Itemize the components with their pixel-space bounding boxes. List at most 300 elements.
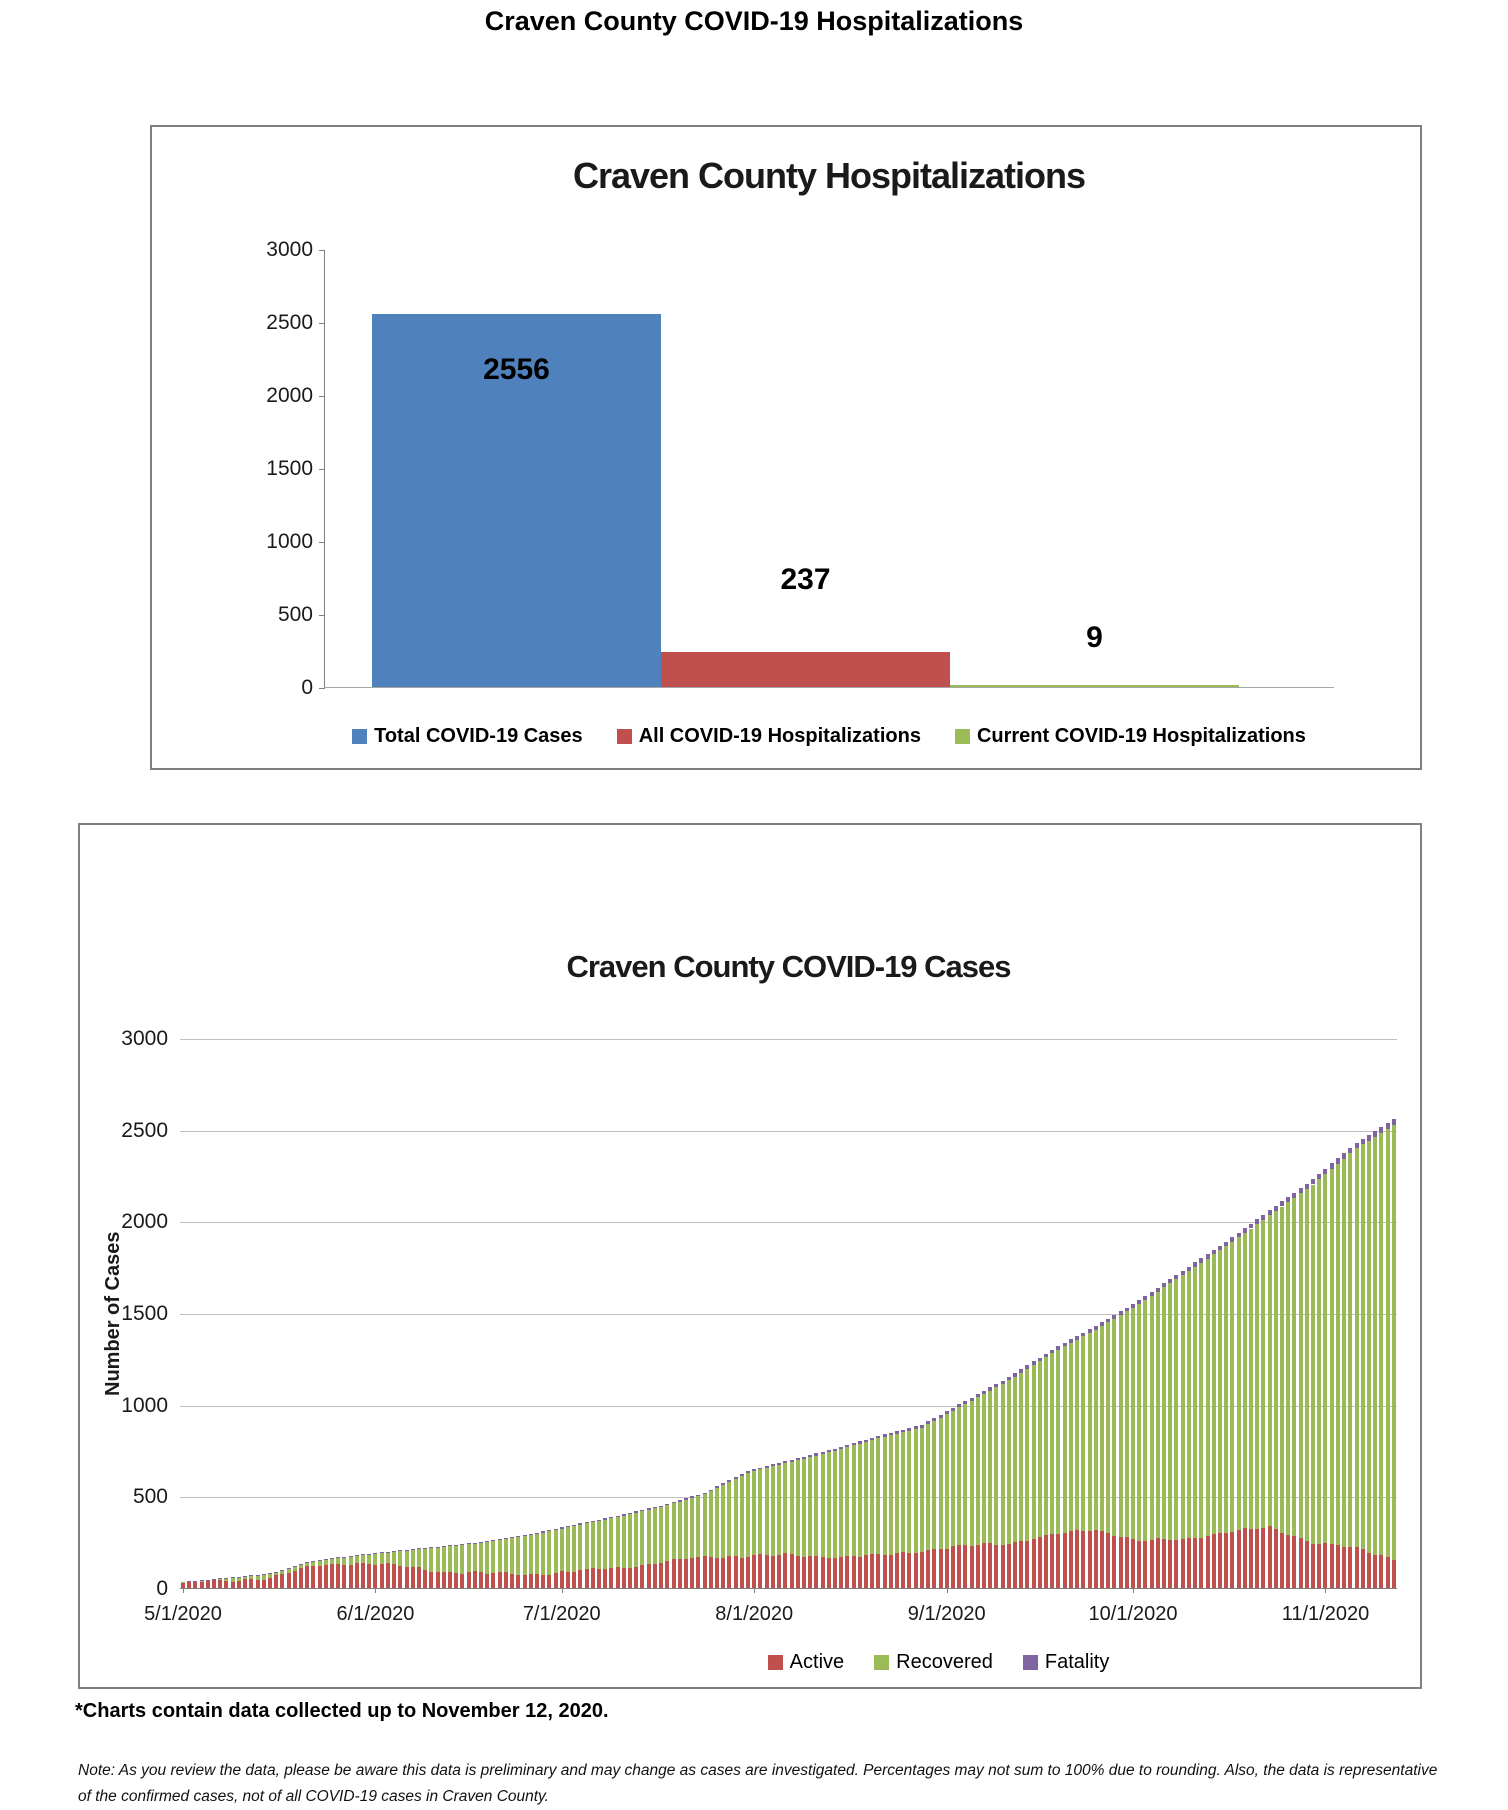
bar-segment-fatality [827,1450,831,1452]
bar-segment-fatality [777,1463,781,1465]
bar-segment-recovered [491,1541,495,1573]
bar-segment-fatality [268,1573,272,1574]
bar-segment-fatality [628,1513,632,1514]
bar-current-covid-19-hospitalizations [950,685,1239,687]
bar-segment-fatality [560,1527,564,1528]
bar-segment-fatality [1019,1369,1023,1372]
bar-segment-fatality [845,1445,849,1447]
bar-segment-fatality [616,1516,620,1517]
bar-segment-recovered [1100,1326,1104,1531]
bar-segment-fatality [889,1433,893,1435]
x-tick-mark [183,1588,184,1593]
bar-segment-active [653,1564,657,1588]
bar-segment-active [243,1579,247,1588]
bar-segment-active [1255,1529,1259,1588]
bar-segment-active [212,1580,216,1588]
bar-segment-active [547,1575,551,1588]
bar-segment-recovered [181,1582,185,1583]
bar-segment-fatality [740,1474,744,1476]
bar-segment-active [1168,1540,1172,1588]
bar-segment-active [609,1568,613,1588]
bar-segment-fatality [653,1507,657,1508]
bar-segment-active [305,1566,309,1588]
bar-segment-fatality [510,1537,514,1538]
bar-segment-active [1323,1543,1327,1588]
bar-segment-active [976,1545,980,1588]
bar-segment-active [454,1573,458,1588]
bar-segment-active [777,1555,781,1588]
bar-segment-fatality [715,1486,719,1488]
bar-segment-recovered [1063,1346,1067,1532]
bar-segment-fatality [609,1517,613,1518]
bar-segment-active [1094,1530,1098,1588]
bar-segment-fatality [951,1408,955,1411]
bar-segment-fatality [547,1530,551,1531]
bar-segment-fatality [287,1568,291,1569]
bar-segment-fatality [417,1548,421,1549]
bar-segment-fatality [634,1511,638,1512]
bar-segment-recovered [870,1440,874,1554]
bar-segment-fatality [1336,1158,1340,1164]
bar-segment-recovered [715,1488,719,1558]
bar-segment-recovered [1143,1300,1147,1541]
bar-segment-recovered [758,1469,762,1554]
bar-segment-recovered [1386,1129,1390,1557]
bar-segment-active [945,1549,949,1588]
bar-segment-fatality [1373,1131,1377,1137]
bar-segment-active [367,1564,371,1588]
bar-segment-recovered [411,1550,415,1567]
bar-segment-recovered [566,1527,570,1571]
bar-segment-recovered [994,1387,998,1544]
bar-segment-fatality [1243,1228,1247,1233]
bar-segment-fatality [448,1545,452,1546]
bar-segment-fatality [1361,1139,1365,1145]
bar-segment-recovered [1088,1333,1092,1531]
bar-segment-active [603,1569,607,1588]
bar-segment-fatality [473,1543,477,1544]
bar-segment-fatality [746,1471,750,1473]
bar-segment-recovered [945,1414,949,1549]
x-tick-mark [1325,1588,1326,1593]
bar-segment-active [914,1553,918,1588]
bar-segment-fatality [1100,1322,1104,1326]
legend-swatch-all-covid-19-hospitalizations [617,729,632,744]
x-tick-label: 10/1/2020 [1068,1603,1198,1626]
bar-segment-fatality [1193,1262,1197,1266]
bar-segment-active [1050,1534,1054,1588]
bar-segment-active [510,1574,514,1588]
bar-segment-fatality [491,1540,495,1541]
bar-segment-fatality [833,1449,837,1451]
bar-segment-active [311,1566,315,1588]
bar-segment-active [479,1572,483,1588]
bar-segment-recovered [976,1397,980,1545]
bar-segment-active [299,1568,303,1588]
bar-segment-active [554,1573,558,1588]
bar-segment-recovered [373,1554,377,1565]
bar-segment-active [330,1564,334,1588]
bar-segment-active [485,1574,489,1588]
y-tick-label: 2500 [110,1119,168,1143]
bar-segment-recovered [1342,1159,1346,1547]
y-tick-mark [319,323,325,324]
bar-segment-recovered [336,1558,340,1564]
bar-segment-active [467,1572,471,1588]
bar-segment-recovered [740,1476,744,1558]
bar-segment-recovered [318,1560,322,1566]
bar-segment-fatality [852,1443,856,1445]
bar-segment-recovered [1367,1141,1371,1553]
bar-segment-active [1150,1540,1154,1588]
bar-segment-active [1243,1528,1247,1588]
bar-segment-active [640,1565,644,1588]
bar-segment-active [883,1555,887,1588]
bar-segment-recovered [696,1496,700,1556]
bar-segment-recovered [1193,1267,1197,1538]
bar-segment-active [889,1555,893,1588]
y-tick-label: 1000 [110,1394,168,1418]
bar-segment-active [560,1571,564,1588]
bar-segment-active [1373,1555,1377,1588]
bar-segment-recovered [1261,1220,1265,1528]
bar-segment-active [504,1572,508,1588]
bar-segment-fatality [591,1521,595,1522]
bar-segment-recovered [504,1539,508,1572]
bar-segment-recovered [1323,1174,1327,1543]
bar-segment-recovered [274,1572,278,1575]
bar-segment-active [727,1556,731,1588]
legend-item-recovered [874,1651,993,1674]
bar-segment-recovered [1050,1353,1054,1534]
bar-segment-active [1379,1555,1383,1588]
bar-segment-fatality [299,1564,303,1565]
bar-segment-recovered [429,1548,433,1571]
bar-segment-fatality [839,1447,843,1449]
bar-segment-active [1119,1537,1123,1588]
bar-segment-fatality [572,1525,576,1526]
bar-segment-active [659,1563,663,1588]
bar-segment-active [752,1555,756,1588]
bar-segment-fatality [1299,1188,1303,1193]
bar-segment-fatality [355,1555,359,1556]
bar-segment-recovered [926,1424,930,1549]
bar-segment-recovered [392,1552,396,1564]
bar-segment-recovered [665,1505,669,1561]
bar-segment-fatality [1168,1279,1172,1283]
bar-segment-recovered [609,1518,613,1568]
bar-segment-fatality [976,1394,980,1397]
bar-segment-fatality [367,1554,371,1555]
bar-segment-fatality [640,1510,644,1511]
bar-segment-recovered [1119,1315,1123,1537]
bar-segment-fatality [864,1440,868,1442]
bar-segment-active [684,1559,688,1588]
bar-segment-fatality [1292,1193,1296,1198]
bar-segment-recovered [640,1511,644,1564]
bar-segment-fatality [1268,1210,1272,1215]
bar-segment-active [398,1566,402,1588]
bar-segment-fatality [709,1490,713,1492]
bar-segment-active [821,1557,825,1588]
bar-segment-active [1069,1531,1073,1588]
bar-segment-recovered [1075,1340,1079,1531]
bar-segment-fatality [1355,1143,1359,1149]
bar-segment-recovered [311,1561,315,1566]
bar-segment-active [678,1559,682,1588]
bar-segment-recovered [895,1434,899,1553]
bar-segment-active [1032,1539,1036,1588]
bar-segment-recovered [920,1428,924,1552]
bar-segment-recovered [417,1549,421,1567]
bar-segment-recovered [622,1516,626,1568]
bar-segment-recovered [498,1540,502,1572]
bar-segment-active [628,1568,632,1588]
bar-segment-active [1224,1533,1228,1588]
legend-item-total-covid-19-cases [352,725,583,748]
bar-segment-fatality [1199,1258,1203,1262]
bar-segment-active [1193,1538,1197,1588]
bar-segment-recovered [293,1567,297,1571]
bar-segment-recovered [1013,1377,1017,1542]
bar-segment-active [1106,1533,1110,1588]
bar-segment-recovered [765,1468,769,1555]
bar-segment-fatality [758,1468,762,1470]
bar-segment-fatality [479,1542,483,1543]
bar-segment-active [994,1545,998,1588]
bar-segment-active [1056,1534,1060,1588]
bar-segment-fatality [988,1387,992,1390]
bar-segment-fatality [870,1438,874,1440]
chart2-legend [330,1651,1508,1674]
bar-segment-active [1112,1536,1116,1588]
bar-segment-recovered [616,1517,620,1567]
bar-segment-fatality [1181,1271,1185,1275]
bar-segment-fatality [380,1552,384,1553]
bar-segment-recovered [423,1549,427,1570]
bar-segment-active [1038,1537,1042,1588]
bar-segment-recovered [212,1579,216,1580]
bar-segment-fatality [1342,1153,1346,1159]
bar-segment-fatality [386,1552,390,1553]
bar-segment-active [1100,1531,1104,1588]
bar-segment-fatality [1379,1127,1383,1133]
bar-segment-recovered [901,1432,905,1552]
bar-segment-recovered [342,1557,346,1565]
x-tick-mark [754,1588,755,1593]
bar-segment-active [734,1556,738,1588]
bar-segment-fatality [721,1483,725,1485]
bar-segment-recovered [1355,1148,1359,1547]
bar-segment-fatality [926,1421,930,1424]
bar-segment-fatality [1305,1184,1309,1189]
bar-segment-fatality [1156,1288,1160,1292]
bar-segment-active [1286,1535,1290,1588]
bar-segment-recovered [591,1522,595,1568]
bar-segment-recovered [653,1508,657,1563]
bar-segment-recovered [603,1520,607,1570]
legend-swatch-total-covid-19-cases [352,729,367,744]
bar-segment-fatality [1150,1292,1154,1296]
bar-segment-active [920,1552,924,1588]
bar-segment-recovered [262,1575,266,1580]
bar-segment-recovered [1174,1279,1178,1540]
bar-segment-fatality [957,1404,961,1407]
bar-segment-fatality [603,1518,607,1519]
bar-segment-fatality [622,1514,626,1515]
bar-segment-recovered [287,1568,291,1573]
bar-segment-recovered [467,1544,471,1572]
bar-segment-recovered [597,1521,601,1570]
bar-segment-active [715,1558,719,1588]
bar-segment-recovered [771,1466,775,1555]
bar-segment-recovered [1299,1193,1303,1538]
bar-segment-active [808,1556,812,1588]
bar-segment-recovered [1379,1133,1383,1555]
bar-segment-active [224,1581,228,1588]
bar-segment-fatality [516,1536,520,1537]
bar-segment-active [411,1567,415,1588]
bar-segment-active [1181,1539,1185,1588]
bar-segment-recovered [578,1525,582,1571]
bar-segment-active [287,1573,291,1588]
bar-segment-fatality [373,1553,377,1554]
bar-segment-fatality [597,1520,601,1521]
bar-segment-active [1013,1542,1017,1588]
y-tick-mark [319,615,325,616]
bar-segment-fatality [467,1543,471,1544]
bar-segment-recovered [585,1523,589,1568]
bar-segment-recovered [852,1445,856,1556]
bar-segment-active [1386,1557,1390,1588]
bar-segment-active [758,1554,762,1588]
bar-segment-fatality [1255,1219,1259,1224]
bar-segment-fatality [405,1550,409,1551]
y-tick-label: 1500 [255,457,313,481]
bar-segment-active [1212,1534,1216,1588]
bar-segment-fatality [1025,1365,1029,1368]
bar-segment-active [696,1557,700,1588]
bar-segment-fatality [783,1461,787,1463]
bar-segment-fatality [684,1498,688,1500]
bar-segment-recovered [963,1404,967,1545]
bar-segment-fatality [411,1549,415,1550]
bar-segment-recovered [224,1578,228,1580]
bar-segment-fatality [1044,1354,1048,1357]
bar-segment-active [293,1571,297,1588]
bar-segment-recovered [460,1545,464,1574]
bar-segment-fatality [293,1566,297,1567]
bar-segment-recovered [1168,1283,1172,1540]
bar-segment-fatality [727,1480,731,1482]
bar-segment-fatality [690,1496,694,1498]
bar-segment-fatality [907,1428,911,1431]
bar-segment-active [895,1553,899,1588]
bar-segment-fatality [1001,1381,1005,1384]
bar-segment-fatality [485,1541,489,1542]
y-tick-label: 500 [255,603,313,627]
bar-segment-recovered [827,1452,831,1558]
data-label-all-covid-19-hospitalizations: 237 [661,563,950,597]
bar-segment-fatality [1386,1123,1390,1129]
bar-segment-recovered [206,1580,210,1582]
bar-segment-active [970,1546,974,1588]
x-tick-label: 6/1/2020 [310,1603,440,1626]
bar-segment-recovered [1069,1343,1073,1531]
bar-segment-fatality [939,1415,943,1418]
bar-segment-fatality [895,1431,899,1434]
bar-segment-fatality [280,1570,284,1571]
bar-segment-recovered [808,1457,812,1556]
bar-segment-recovered [746,1473,750,1558]
bar-segment-fatality [883,1434,887,1436]
bar-segment-recovered [479,1543,483,1572]
x-tick-label: 11/1/2020 [1260,1603,1390,1626]
bar-segment-active [423,1570,427,1588]
chart1-legend [324,725,1334,748]
bar-segment-active [237,1581,241,1588]
bar-segment-fatality [802,1457,806,1459]
bar-segment-recovered [436,1548,440,1572]
bar-segment-recovered [1268,1215,1272,1526]
y-tick-mark [319,396,325,397]
bar-segment-active [206,1581,210,1588]
bar-segment-active [523,1575,527,1588]
bar-segment-fatality [1050,1350,1054,1353]
bar-segment-recovered [1131,1308,1135,1539]
bar-segment-recovered [970,1401,974,1546]
y-tick-mark [319,469,325,470]
bar-segment-recovered [541,1533,545,1576]
legend-label: Current COVID-19 Hospitalizations [977,725,1306,748]
cases-by-week-chart [78,823,1422,1689]
bar-segment-recovered [982,1394,986,1543]
bar-segment-recovered [1330,1169,1334,1544]
bar-segment-recovered [1373,1137,1377,1555]
bar-segment-recovered [845,1447,849,1555]
bar-segment-recovered [672,1503,676,1559]
bar-segment-fatality [1224,1242,1228,1247]
bar-segment-active [349,1565,353,1588]
bar-segment-fatality [790,1460,794,1462]
bar-segment-active [703,1556,707,1588]
bar-segment-active [1274,1529,1278,1588]
bar-segment-fatality [318,1560,322,1561]
x-tick-mark [1133,1588,1134,1593]
bar-segment-fatality [1088,1329,1092,1333]
bar-segment-active [262,1580,266,1588]
bar-segment-active [591,1568,595,1588]
bar-segment-recovered [1156,1292,1160,1539]
bar-segment-recovered [1224,1246,1228,1533]
bar-segment-recovered [796,1460,800,1555]
bar-segment-active [709,1557,713,1588]
bar-segment-active [231,1582,235,1588]
bar-segment-recovered [802,1459,806,1557]
bar-segment-recovered [1317,1179,1321,1544]
bar-segment-active [473,1571,477,1588]
bar-segment-recovered [485,1542,489,1573]
bar-segment-recovered [1150,1296,1154,1540]
bar-segment-recovered [280,1570,284,1574]
bar-segment-fatality [858,1441,862,1443]
bar-segment-fatality [1106,1319,1110,1323]
bar-segment-active [796,1556,800,1588]
bar-segment-recovered [1106,1322,1110,1533]
bar-segment-recovered [1274,1211,1278,1529]
bar-segment-recovered [1094,1330,1098,1530]
bar-segment-active [1162,1539,1166,1588]
